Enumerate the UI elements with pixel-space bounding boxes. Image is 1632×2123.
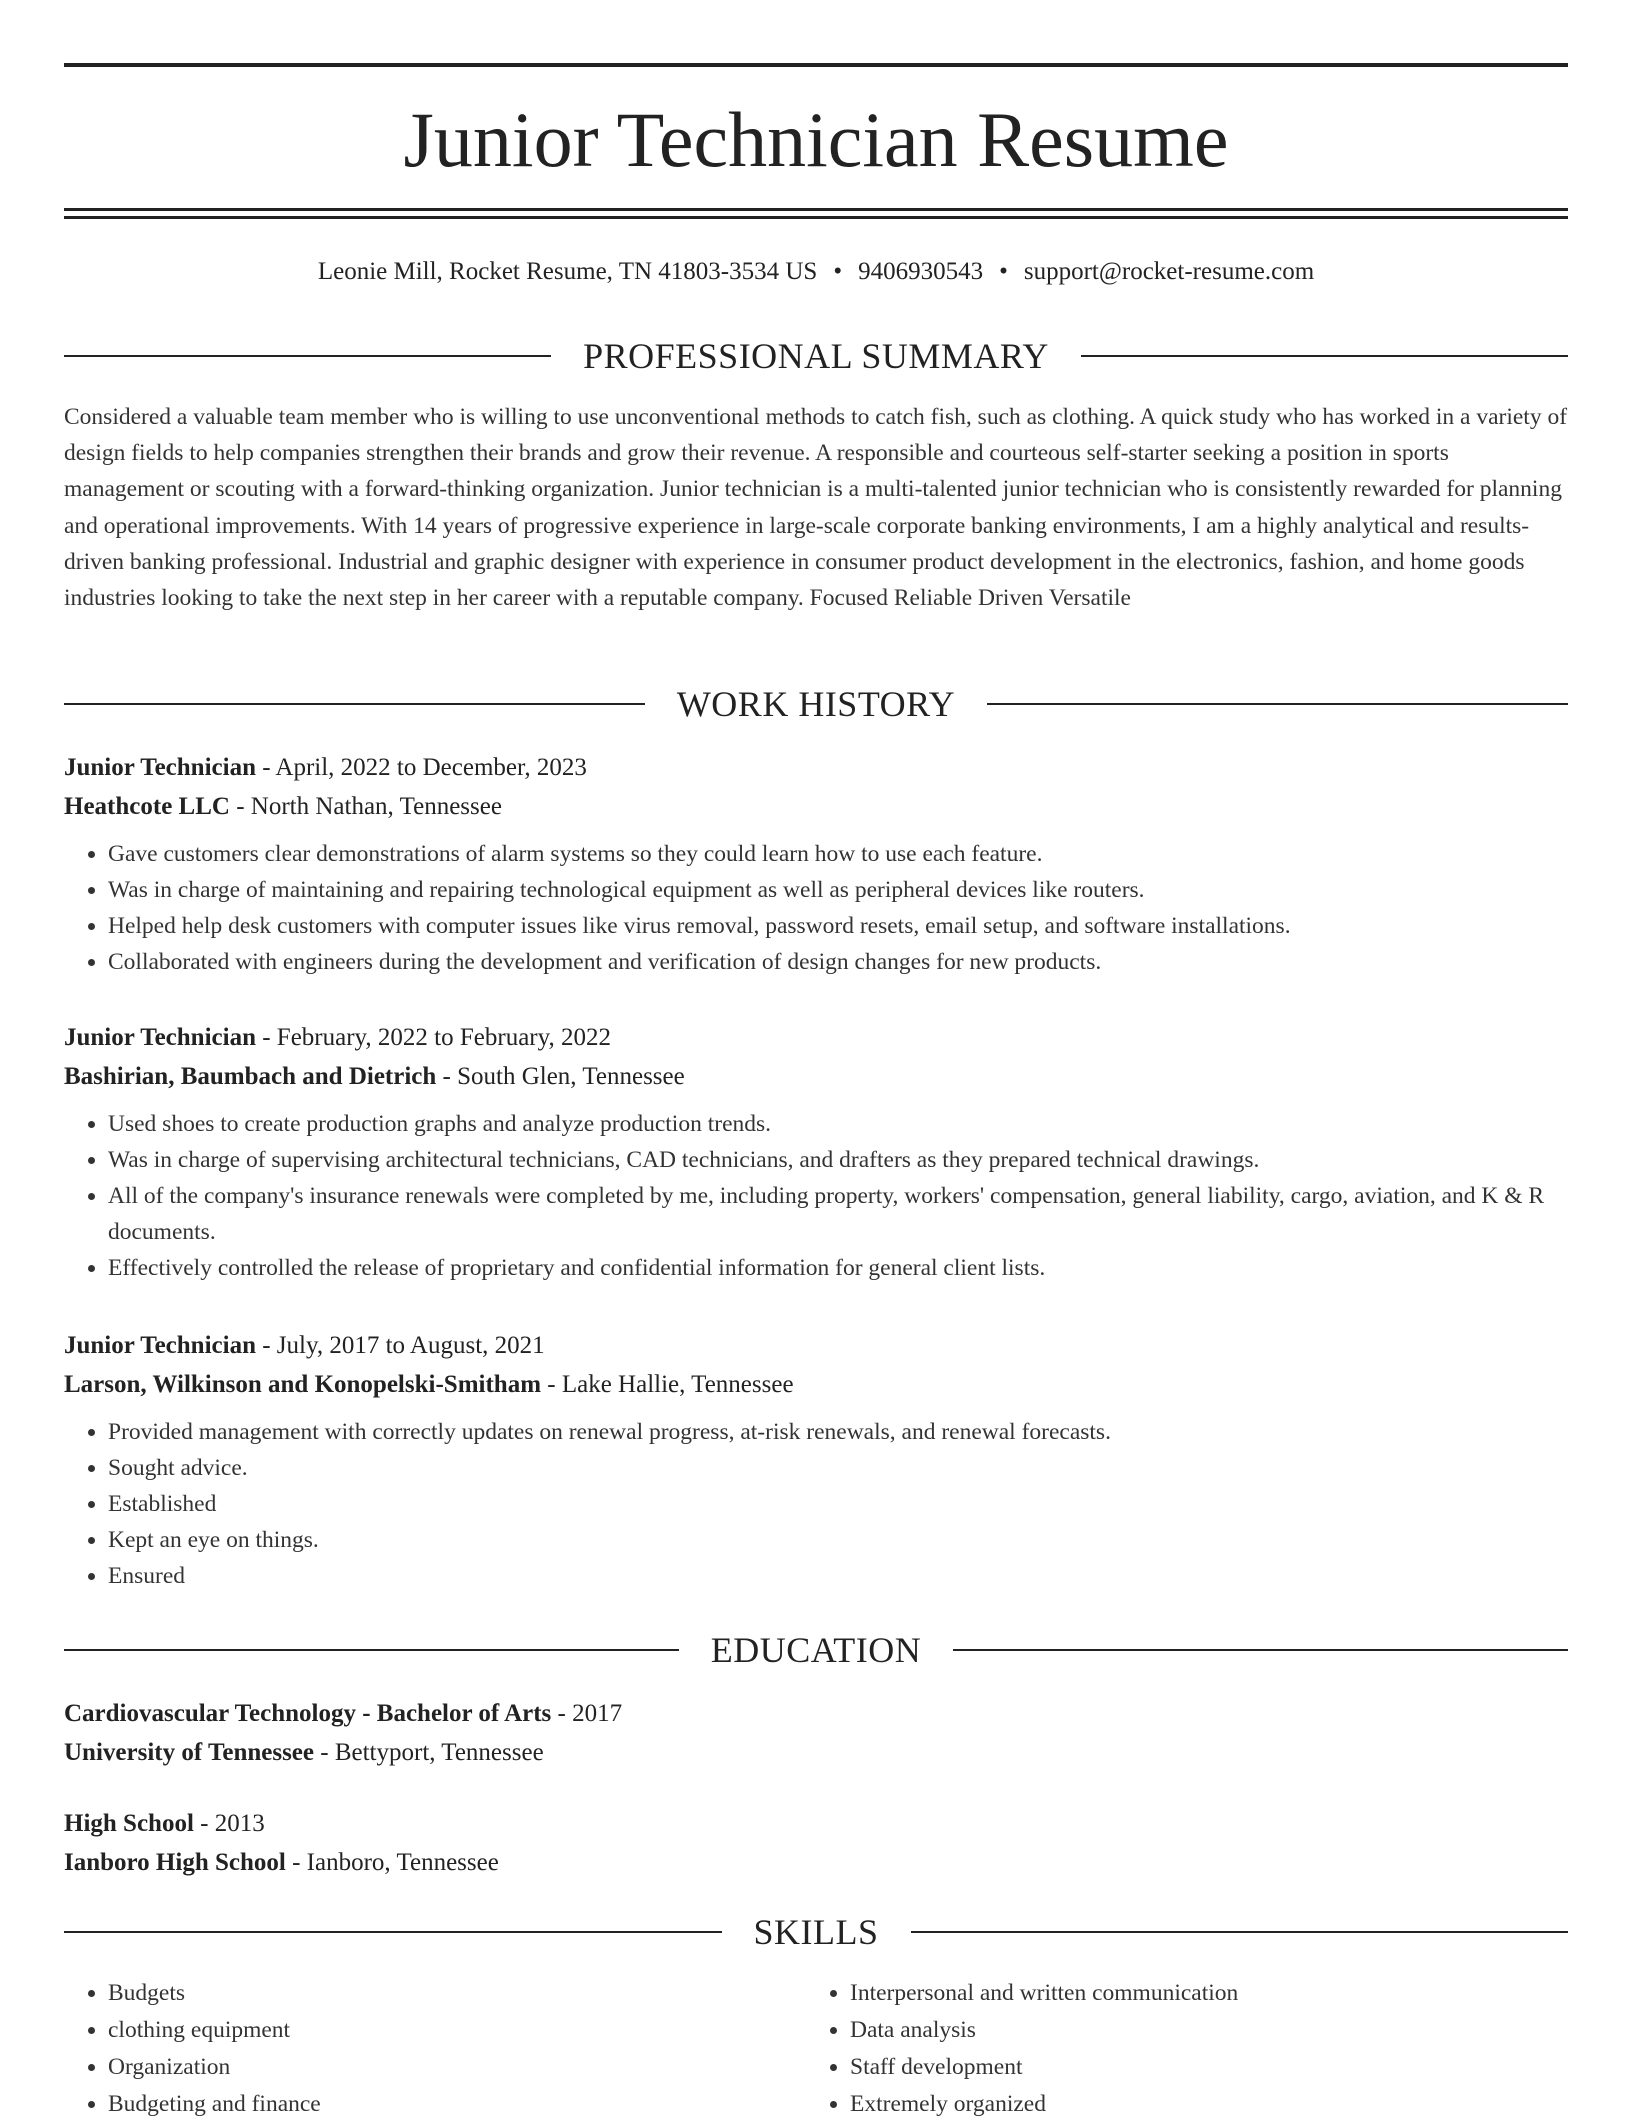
degree-year: - 2017 (551, 1700, 623, 1727)
list-item: • Effectively controlled the release of proprietary and confidential information for general client lists. (108, 1250, 1568, 1286)
heading-rule (64, 355, 551, 357)
degree-line (64, 1804, 1568, 1843)
company-name: Bashirian, Baumbach and Dietrich (64, 1063, 437, 1090)
section-heading-skills (64, 1910, 1568, 1954)
job-dates: - April, 2022 to December, 2023 (255, 754, 587, 781)
top-rule (64, 63, 1568, 67)
job-dates: - February, 2022 to February, 2022 (255, 1024, 611, 1051)
job-dates: - July, 2017 to August, 2021 (255, 1332, 545, 1359)
contact-email[interactable]: support@rocket-resume.com (1023, 258, 1315, 285)
company-name: Heathcote LLC (64, 793, 230, 820)
heading-rule (64, 703, 645, 705)
job-title-line (64, 748, 1568, 787)
skills-column-right (806, 1975, 1506, 2123)
list-item: • Helped help desk customers with computer issues like virus removal, password resets, email setup, and software installations. (108, 908, 1568, 944)
list-item: • Data analysis (850, 2012, 1506, 2049)
list-item: • Budgets (108, 1975, 764, 2012)
list-item: • Organization (108, 2049, 764, 2086)
contact-separator: • (999, 258, 1008, 285)
skills-list (806, 1975, 1506, 2123)
contact-line (64, 256, 1568, 288)
company-line (64, 787, 1568, 826)
contact-separator: • (833, 258, 843, 285)
job-role: Junior Technician (64, 1024, 256, 1051)
job-duties (64, 1414, 1568, 1594)
list-item: • Collaborated with engineers during the development and verification of design changes for new products. (108, 944, 1568, 980)
skills-list (64, 1975, 764, 2123)
list-item: • Interpersonal and written communication (850, 1975, 1506, 2012)
heading-rule (64, 1931, 722, 1933)
degree-year: - 2013 (193, 1810, 265, 1837)
school-line (64, 1733, 1568, 1772)
school-line (64, 1843, 1568, 1882)
company-line (64, 1365, 1568, 1404)
title-rule-lower (64, 216, 1568, 219)
heading-rule (953, 1649, 1568, 1651)
section-title: EDUCATION (710, 1630, 922, 1670)
heading-rule (987, 703, 1568, 705)
school-location: - Ianboro, Tennessee (285, 1849, 499, 1876)
degree-name: High School (64, 1810, 194, 1837)
job-title-line (64, 1326, 1568, 1365)
list-item: • Staff development (850, 2049, 1506, 2086)
degree-name: Cardiovascular Technology - Bachelor of Arts (64, 1700, 552, 1727)
education-entry (64, 1694, 1568, 1772)
list-item: • Extremely organized (850, 2086, 1506, 2123)
company-location: - South Glen, Tennessee (436, 1063, 685, 1090)
company-line (64, 1057, 1568, 1096)
school-name: Ianboro High School (64, 1849, 286, 1876)
title-rule-upper (64, 208, 1568, 211)
heading-rule (911, 1931, 1569, 1933)
job-duties (64, 1106, 1568, 1286)
school-location: - Bettyport, Tennessee (314, 1739, 544, 1766)
list-item: • Sought advice. (108, 1450, 1568, 1486)
list-item: • Was in charge of supervising architectural technicians, CAD technicians, and drafters as they prepared technical drawings. (108, 1142, 1568, 1178)
list-item: • Kept an eye on things. (108, 1522, 1568, 1558)
professional-summary: Considered a valuable team member who is willing to use unconventional methods to catch fish, such as clothing. A quick study who has worked in a variety of design fields to help companies strengthen their brands and grow their revenue. A responsible and courteous self-starter seeking a position in sports management or scouting with a forward-thinking organization. Junior technician is a multi-talented junior technician who is consistently rewarded for planning and operational improvements. With 14 years of progressive experience in large-scale corporate banking environments, I am a highly analytical and results-driven banking professional. Industrial and graphic designer with experience in consumer product development in the electronics, fashion, and home goods industries looking to take the next step in her career with a reputable company. Focused Reliable Driven Versatile (64, 404, 1568, 612)
section-heading-education (64, 1628, 1568, 1672)
list-item: • All of the company's insurance renewals were completed by me, including property, workers' compensation, general liability, cargo, aviation, and K & R documents. (108, 1178, 1568, 1250)
job-role: Junior Technician (64, 754, 256, 781)
list-item: • Established (108, 1486, 1568, 1522)
job-role: Junior Technician (64, 1332, 256, 1359)
section-title: PROFESSIONAL SUMMARY (583, 336, 1049, 376)
contact-address: Leonie Mill, Rocket Resume, TN 41803-3534 US (317, 258, 818, 285)
list-item: • Was in charge of maintaining and repairing technological equipment as well as peripheral devices like routers. (108, 872, 1568, 908)
list-item: • Used shoes to create production graphs and analyze production trends. (108, 1106, 1568, 1142)
contact-phone[interactable]: 9406930543 (858, 258, 984, 285)
job-duties (64, 836, 1568, 980)
work-entry (64, 748, 1568, 980)
section-title: SKILLS (753, 1912, 879, 1952)
education-entry (64, 1804, 1568, 1882)
degree-line (64, 1694, 1568, 1733)
section-title: WORK HISTORY (676, 684, 956, 724)
resume-title: Junior Technician Resume (403, 96, 1229, 183)
job-title-line (64, 1018, 1568, 1057)
section-heading-summary (64, 334, 1568, 378)
work-entry (64, 1326, 1568, 1594)
company-location: - Lake Hallie, Tennessee (541, 1371, 794, 1398)
heading-rule (64, 1649, 679, 1651)
work-entry (64, 1018, 1568, 1286)
list-item: • clothing equipment (108, 2012, 764, 2049)
school-name: University of Tennessee (64, 1739, 314, 1766)
company-location: - North Nathan, Tennessee (229, 793, 502, 820)
list-item: • Gave customers clear demonstrations of alarm systems so they could learn how to use each feature. (108, 836, 1568, 872)
list-item: • Budgeting and finance (108, 2086, 764, 2123)
company-name: Larson, Wilkinson and Konopelski-Smitham (64, 1371, 542, 1398)
section-heading-work (64, 682, 1568, 726)
list-item: • Provided management with correctly updates on renewal progress, at-risk renewals, and renewal forecasts. (108, 1414, 1568, 1450)
skills-column-left (64, 1975, 764, 2123)
list-item: • Ensured (108, 1558, 1568, 1594)
heading-rule (1081, 355, 1568, 357)
